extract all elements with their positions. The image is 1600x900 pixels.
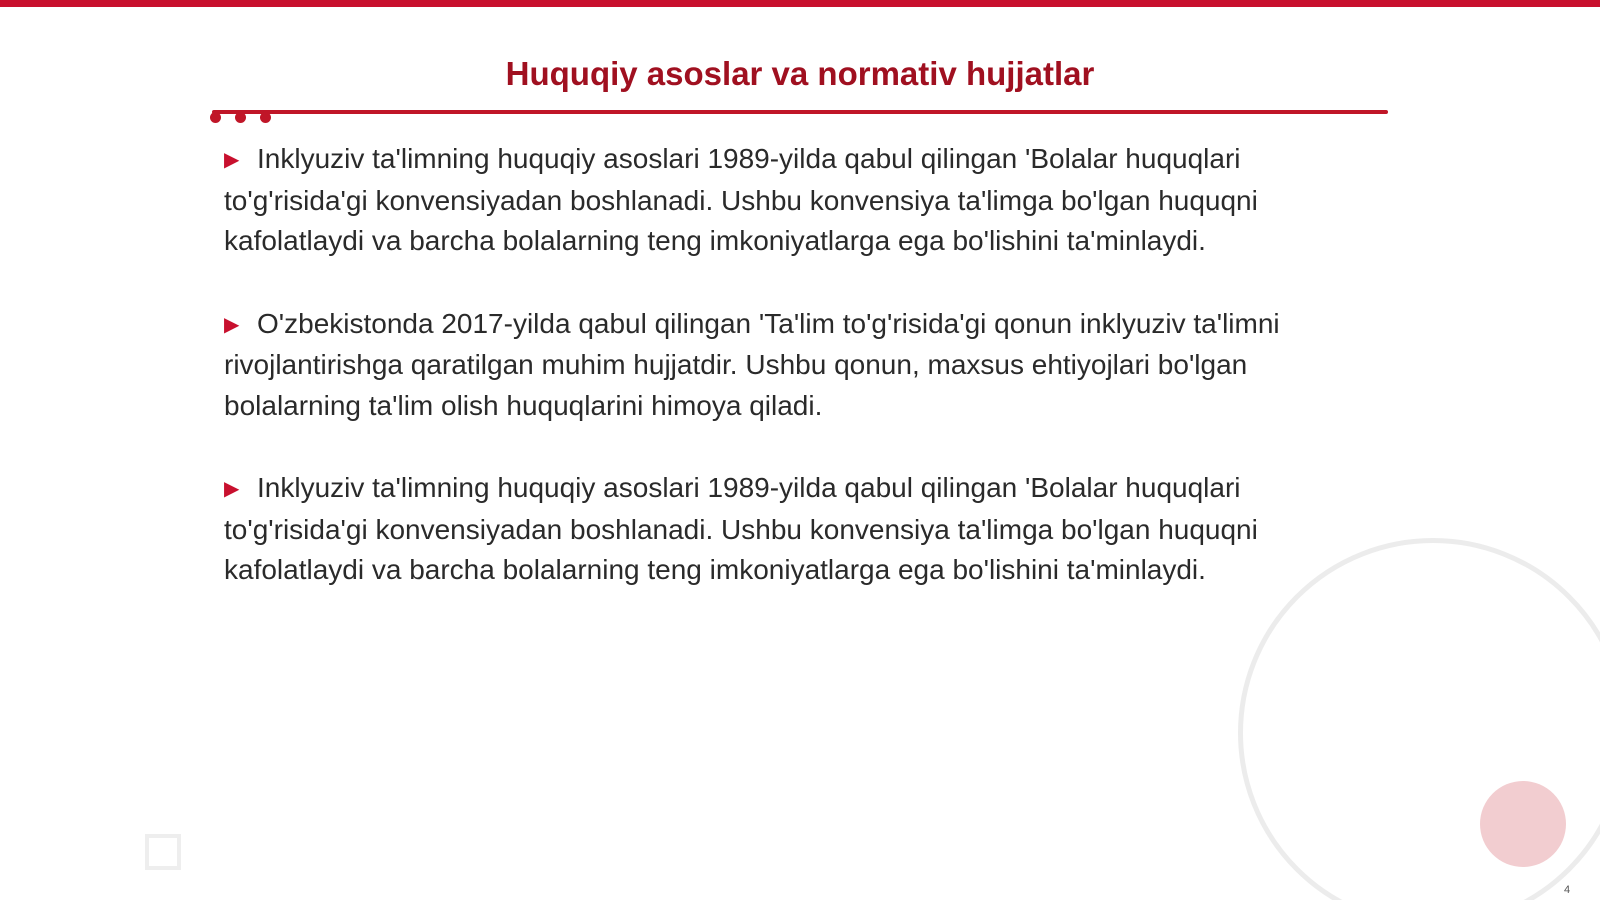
decorative-dot xyxy=(260,112,271,123)
decorative-dot xyxy=(210,112,221,123)
bullet-item xyxy=(224,468,1374,591)
triangle-bullet-icon: ▶ xyxy=(224,149,240,171)
decorative-pink-circle xyxy=(1480,781,1566,867)
title-underline xyxy=(212,110,1388,114)
bullet-text: Inklyuziv ta'limning huquqiy asoslari 1989-yilda qabul qilingan 'Bolalar huquqlari to'g'risida'gi konvensiyadan boshlanadi. Ushbu konvensiya ta'limga bo'lgan huquqni kafolatlaydi va barcha bolalarning teng imkoniyatlarga ega bo'lishini ta'minlaydi. xyxy=(224,143,1258,256)
bullet-item xyxy=(224,139,1374,262)
decorative-square xyxy=(145,834,181,870)
triangle-bullet-icon: ▶ xyxy=(224,313,240,336)
bullet-text: Inklyuziv ta'limning huquqiy asoslari 1989-yilda qabul qilingan 'Bolalar huquqlari to'g'risida'gi konvensiyadan boshlanadi. Ushbu konvensiya ta'limga bo'lgan huquqni kafolatlaydi va barcha bolalarning teng imkoniyatlarga ega bo'lishini ta'minlaydi. xyxy=(224,472,1258,585)
bullet-item xyxy=(224,304,1374,427)
triangle-bullet-icon: ▶ xyxy=(224,478,240,500)
page-number: 4 xyxy=(1564,884,1571,896)
top-accent-bar xyxy=(0,0,1600,7)
bullet-list xyxy=(224,139,1374,633)
decorative-dot xyxy=(235,112,246,123)
bullet-text: O'zbekistonda 2017-yilda qabul qilingan 'Ta'lim to'g'risida'gi qonun inklyuziv ta'limni rivojlantirishga qaratilgan muhim hujjatdir. Ushbu qonun, maxsus ehtiyojlari bo'lgan bolalarning ta'lim olish huquqlarini himoya qiladi. xyxy=(224,307,1280,421)
slide-title: Huquqiy asoslar va normativ hujjatlar xyxy=(505,55,1095,92)
